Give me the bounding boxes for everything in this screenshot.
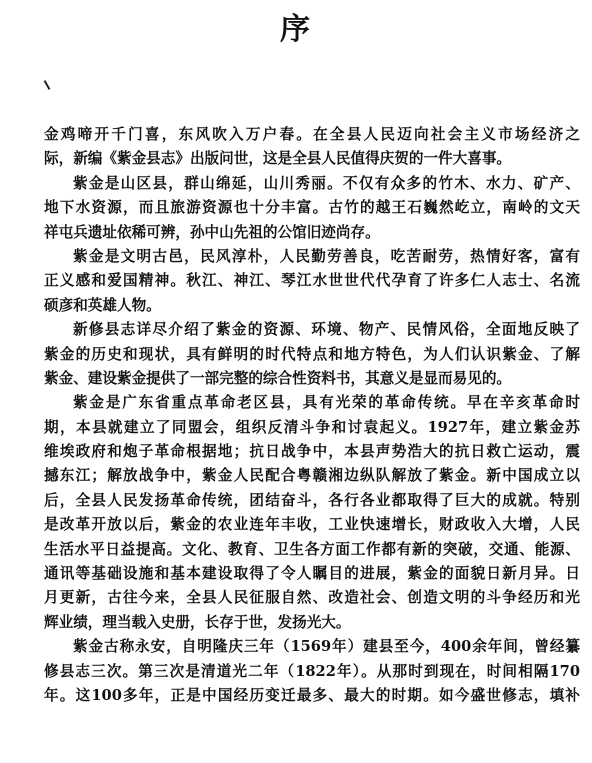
text-line: 是改革开放以后，紫金的农业连年丰收，工业快速增长，财政收入大增，人民 bbox=[44, 516, 580, 534]
text-line: 紫金是山区县，群山绵延，山川秀丽。不仅有众多的竹木、水力、矿产、 bbox=[73, 174, 580, 192]
preface-body bbox=[44, 123, 580, 708]
text-line: 际，新编《紫金县志》出版问世，这是全县人民值得庆贺的一件大喜事。 bbox=[44, 150, 512, 168]
text-line: 年。这100多年，正是中国经历变迁最多、最大的时期。如今盛世修志，填补 bbox=[44, 686, 580, 704]
text-line: 紫金古称永安，自明隆庆三年（1569年）建县至今，400余年间，曾经纂 bbox=[73, 638, 580, 656]
text-line: 金鸡啼开千门喜，东风吹入万户春。在全县人民迈向社会主义市场经济之 bbox=[44, 126, 580, 143]
text-line: 紫金是文明古邑，民风淳朴，人民勤劳善良，吃苦耐劳，热情好客，富有 bbox=[73, 247, 580, 265]
text-line: 修县志三次。第三次是清道光二年（1822年）。从那时到现在，时间相隔170 bbox=[44, 662, 580, 680]
stray-mark bbox=[44, 80, 51, 90]
text-line: 维埃政府和炮子革命根据地；抗日战争中，本县声势浩大的抗日救亡运动，震 bbox=[44, 443, 580, 461]
text-line: 地下水资源，而且旅游资源也十分丰富。古竹的越王石巍然屹立，南岭的文天 bbox=[44, 199, 580, 217]
text-line: 正义感和爱国精神。秋江、神江、琴江水世世代代孕育了许多仁人志士、名流 bbox=[44, 272, 580, 290]
text-line: 辉业绩，理当载入史册，长存于世，发扬光大。 bbox=[44, 613, 351, 631]
text-line: 后，全县人民发扬革命传统，团结奋斗，各行各业都取得了巨大的成就。特别 bbox=[44, 491, 580, 509]
text-line: 撼东江；解放战争中，紫金人民配合粤赣湘边纵队解放了紫金。新中国成立以 bbox=[44, 467, 580, 485]
text-line: 生活水平日益提高。文化、教育、卫生各方面工作都有新的突破，交通、能源、 bbox=[44, 540, 580, 558]
text-line: 紫金是广东省重点革命老区县，具有光荣的革命传统。早在辛亥革命时 bbox=[73, 394, 580, 412]
text-line: 月更新，古往今来，全县人民征服自然、改造社会、创造文明的斗争经历和光 bbox=[44, 589, 580, 607]
text-line: 期，本县就建立了同盟会，组织反清斗争和讨袁起义。1927年，建立紫金苏 bbox=[44, 418, 580, 436]
text-line: 新修县志详尽介绍了紫金的资源、环境、物产、民情风俗，全面地反映了 bbox=[73, 321, 580, 339]
text-line: 硕彦和英雄人物。 bbox=[44, 296, 161, 314]
text-line: 祥屯兵遗址依稀可辨，孙中山先祖的公馆旧迹尚存。 bbox=[44, 223, 380, 241]
text-line: 通讯等基础设施和基本建设取得了令人瞩目的进展，紫金的面貌日新月异。日 bbox=[44, 565, 580, 583]
page-title: 序 bbox=[280, 12, 312, 47]
text-line: 紫金、建设紫金提供了一部完整的综合性资料书，其意义是显而易见的。 bbox=[44, 369, 512, 387]
text-line: 紫金的历史和现状，具有鲜明的时代特点和地方特色，为人们认识紫金、了解 bbox=[44, 345, 580, 363]
